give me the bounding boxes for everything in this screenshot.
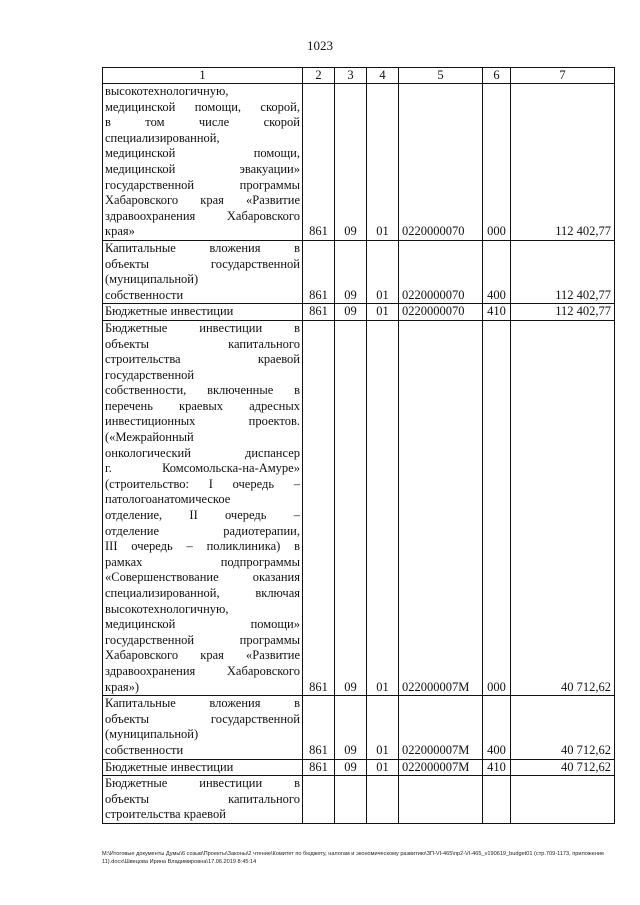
column-header-7: 7 xyxy=(511,68,615,84)
column-header-3: 3 xyxy=(335,68,367,84)
target-article-code-cell: 022000007М xyxy=(399,696,483,759)
description-line: Капитальные вложения в xyxy=(105,696,300,711)
amount-cell: 112 402,77 xyxy=(511,304,615,321)
amount-cell: 112 402,77 xyxy=(511,240,615,303)
description-line: Бюджетные инвестиции в xyxy=(105,776,300,791)
description-line: «Совершенствование оказания xyxy=(105,570,300,585)
row-description xyxy=(103,320,303,695)
table-row xyxy=(103,776,615,824)
amount-cell: 40 712,62 xyxy=(511,759,615,776)
section-code-cell: 09 xyxy=(335,240,367,303)
table-row xyxy=(103,240,615,303)
description-line: объекты капитального xyxy=(105,791,300,806)
subsection-code-cell xyxy=(367,776,399,824)
description-line: высокотехнологичную, xyxy=(105,84,229,98)
amount-cell xyxy=(511,776,615,824)
expense-type-code-cell: 000 xyxy=(483,320,511,695)
expense-type-code-cell: 000 xyxy=(483,84,511,241)
subsection-code-cell: 01 xyxy=(367,84,399,241)
expense-type-code-cell xyxy=(483,776,511,824)
description-line: инвестиционных проектов. xyxy=(105,414,300,429)
description-line: Бюджетные инвестиции xyxy=(105,759,234,774)
row-description xyxy=(103,304,303,321)
description-line: г. Комсомольска-на-Амуре» xyxy=(105,461,300,476)
description-line: рамках подпрограммы xyxy=(105,554,300,569)
description-line: отделение, II очередь – xyxy=(105,508,300,523)
target-article-code-cell: 0220000070 xyxy=(399,240,483,303)
row-description xyxy=(103,776,303,824)
expense-type-code-cell: 400 xyxy=(483,240,511,303)
agency-code-cell: 861 xyxy=(303,240,335,303)
table-row xyxy=(103,759,615,776)
description-line: объекты государственной xyxy=(105,711,300,726)
table-row xyxy=(103,696,615,759)
description-line: здравоохранения Хабаровского xyxy=(105,208,300,223)
description-line: медицинской эвакуации» xyxy=(105,161,300,176)
description-line: края») xyxy=(105,679,140,694)
description-line: собственности xyxy=(105,287,184,302)
header-row xyxy=(103,68,615,84)
column-header-6: 6 xyxy=(483,68,511,84)
description-line: Хабаровского края «Развитие xyxy=(105,648,300,663)
subsection-code-cell: 01 xyxy=(367,240,399,303)
section-code-cell: 09 xyxy=(335,320,367,695)
description-line: объекты государственной xyxy=(105,256,300,271)
description-line: Капитальные вложения в xyxy=(105,240,300,255)
description-line: строительства краевой xyxy=(105,352,300,367)
description-line: высокотехнологичную, xyxy=(105,601,229,616)
budget-table xyxy=(102,67,615,824)
expense-type-code-cell: 410 xyxy=(483,304,511,321)
description-line: онкологический диспансер xyxy=(105,445,300,460)
description-line: (строительство: I очередь – xyxy=(105,476,300,491)
description-line: государственной xyxy=(105,367,195,382)
description-line: государственной программы xyxy=(105,177,300,192)
table-row xyxy=(103,304,615,321)
description-line: строительства краевой xyxy=(105,807,226,822)
expense-type-code-cell: 400 xyxy=(483,696,511,759)
agency-code-cell: 861 xyxy=(303,320,335,695)
description-line: государственной программы xyxy=(105,632,300,647)
agency-code-cell: 861 xyxy=(303,759,335,776)
agency-code-cell: 861 xyxy=(303,304,335,321)
section-code-cell: 09 xyxy=(335,759,367,776)
section-code-cell: 09 xyxy=(335,84,367,241)
amount-cell: 40 712,62 xyxy=(511,696,615,759)
subsection-code-cell: 01 xyxy=(367,320,399,695)
description-line: Бюджетные инвестиции xyxy=(105,304,234,319)
subsection-code-cell: 01 xyxy=(367,759,399,776)
description-line: перечень краевых адресных xyxy=(105,398,300,413)
target-article-code-cell: 022000007М xyxy=(399,320,483,695)
description-line: III очередь – поликлиника) в xyxy=(105,539,300,554)
section-code-cell: 09 xyxy=(335,304,367,321)
description-line: собственности xyxy=(105,742,184,757)
column-header-4: 4 xyxy=(367,68,399,84)
description-line: Хабаровского края «Развитие xyxy=(105,193,300,208)
agency-code-cell xyxy=(303,776,335,824)
row-description xyxy=(103,240,303,303)
subsection-code-cell: 01 xyxy=(367,696,399,759)
row-description xyxy=(103,696,303,759)
target-article-code-cell: 0220000070 xyxy=(399,304,483,321)
description-line: специализированной, xyxy=(105,130,220,145)
row-description xyxy=(103,759,303,776)
description-line: края» xyxy=(105,224,135,239)
table-row xyxy=(103,320,615,695)
table-row xyxy=(103,84,615,241)
description-line: («Межрайонный xyxy=(105,430,194,445)
description-line: Бюджетные инвестиции в xyxy=(105,320,300,335)
description-line: патологоанатомическое xyxy=(105,492,231,507)
section-code-cell xyxy=(335,776,367,824)
target-article-code-cell: 022000007М xyxy=(399,759,483,776)
description-line: объекты капитального xyxy=(105,336,300,351)
description-line: отделение радиотерапии, xyxy=(105,523,300,538)
description-line: специализированной, включая xyxy=(105,586,300,600)
target-article-code-cell: 0220000070 xyxy=(399,84,483,241)
target-article-code-cell xyxy=(399,776,483,824)
column-header-2: 2 xyxy=(303,68,335,84)
description-line: (муниципальной) xyxy=(105,272,199,287)
agency-code-cell: 861 xyxy=(303,696,335,759)
document-path-footer: M:\Итоговые документы Думы\6 созыв\Проекты\Законы\2 чтение\Комитет по бюджету, налогам и экономическому развитию\ЗП-VI-465\пр2-VI-465_v190619_budget01 (стр.709-1173, приложение 11).docx\Швецова Ирина Владимировна\17.06.2019 8:45:14 xyxy=(102,851,605,865)
section-code-cell: 09 xyxy=(335,696,367,759)
description-line: здравоохранения Хабаровского xyxy=(105,663,300,678)
description-line: медицинской помощи» xyxy=(105,617,300,632)
agency-code-cell: 861 xyxy=(303,84,335,241)
description-line: собственности, включенные в xyxy=(105,383,300,398)
amount-cell: 112 402,77 xyxy=(511,84,615,241)
column-header-1: 1 xyxy=(103,68,303,84)
description-line: медицинской помощи, скорой, xyxy=(105,99,300,114)
column-header-5: 5 xyxy=(399,68,483,84)
row-description xyxy=(103,84,303,241)
description-line: в том числе скорой xyxy=(105,115,300,130)
description-line: медицинской помощи, xyxy=(105,146,300,161)
description-line: (муниципальной) xyxy=(105,727,199,742)
subsection-code-cell: 01 xyxy=(367,304,399,321)
expense-type-code-cell: 410 xyxy=(483,759,511,776)
amount-cell: 40 712,62 xyxy=(511,320,615,695)
page-number: 1023 xyxy=(307,38,333,53)
